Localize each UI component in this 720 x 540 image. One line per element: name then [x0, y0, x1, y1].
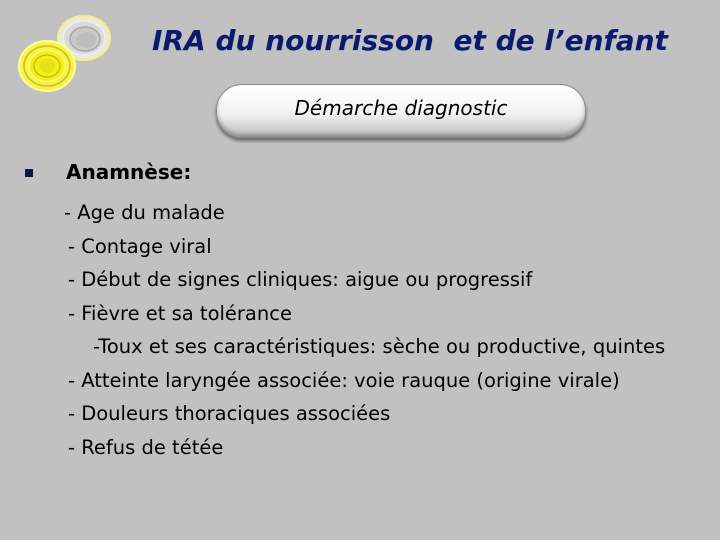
subtitle-pill — [216, 84, 586, 138]
slide-title: IRA du nourrisson et de l’enfant — [152, 24, 668, 57]
list-item: - Fièvre et sa tolérance — [68, 301, 292, 325]
anamnesis-list — [60, 196, 672, 464]
list-item: - Atteinte laryngée associée: voie rauque (origine virale) — [68, 368, 620, 392]
section-heading: Anamnèse: — [66, 160, 192, 184]
list-item: -Toux et ses caractéristiques: sèche ou productive, quintes — [93, 335, 666, 358]
list-item: - Début de signes cliniques: aigue ou progressif — [68, 268, 533, 291]
list-item: - Refus de tétée — [68, 435, 224, 459]
list-item: - Age du malade — [64, 201, 225, 224]
concentric-circles-logo — [14, 8, 114, 98]
list-item: - Contage viral — [68, 234, 212, 258]
list-item: - Douleurs thoraciques associées — [68, 402, 391, 425]
subtitle-text: Démarche diagnostic — [294, 96, 508, 120]
square-bullet-icon — [25, 169, 33, 177]
